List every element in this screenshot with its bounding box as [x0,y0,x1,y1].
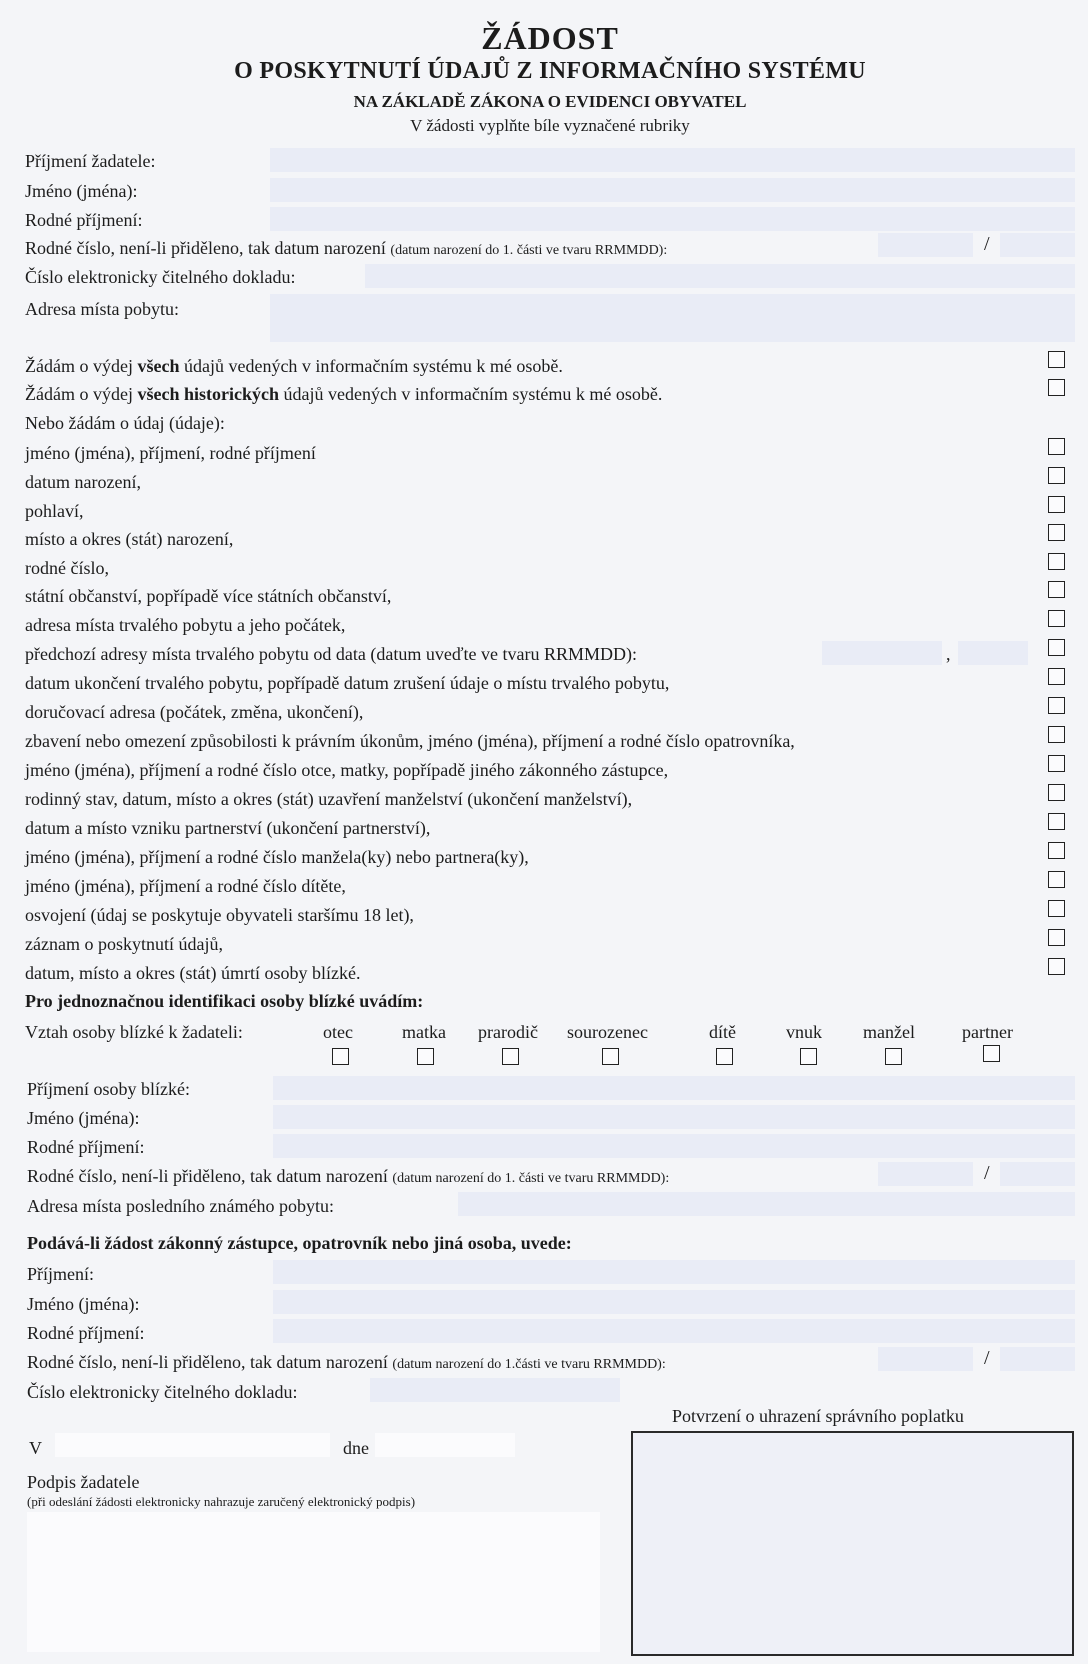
request-item-label: jméno (jména), příjmení a rodné číslo manžela(ky) nebo partnera(ky), [25,847,529,867]
request-historic-suffix: údajů vedených v informačním systému k mé osobě. [283,384,663,404]
request-item-checkbox[interactable] [1048,467,1065,484]
relative-name-field[interactable] [273,1105,1075,1129]
relation-option-checkbox[interactable] [417,1048,434,1065]
applicant-doc-label: Číslo elektronicky čitelného dokladu: [25,267,296,287]
request-all-checkbox[interactable] [1048,351,1065,368]
request-item-label: jméno (jména), příjmení a rodné číslo dítěte, [25,876,346,896]
request-item-checkbox[interactable] [1048,553,1065,570]
date-label: dne [343,1438,369,1458]
relation-option-checkbox[interactable] [602,1048,619,1065]
applicant-doc-field[interactable] [365,264,1075,288]
applicant-surname-field[interactable] [270,148,1075,172]
fee-stamp-box[interactable] [631,1431,1074,1656]
request-item-label: zbavení nebo omezení způsobilosti k právním úkonům, jméno (jména), příjmení a rodné číslo opatrovníka, [25,731,795,751]
relation-option-label: dítě [709,1022,736,1042]
relative-birth-number-label [27,1165,669,1190]
applicant-birth-surname-field[interactable] [270,207,1075,231]
relation-option-label: vnuk [786,1022,822,1042]
relative-surname-label: Příjmení osoby blízké: [27,1079,190,1099]
representative-birth-number-note: (datum narození do 1.části ve tvaru RRMMDD): [392,1357,666,1372]
relation-option-checkbox[interactable] [885,1048,902,1065]
representative-surname-field[interactable] [273,1260,1075,1284]
request-item-checkbox[interactable] [1048,929,1065,946]
relation-option-checkbox[interactable] [502,1048,519,1065]
applicant-birth-surname-label: Rodné příjmení: [25,210,143,230]
relation-label: Vztah osoby blízké k žadateli: [25,1022,243,1042]
form-subtitle: O POSKYTNUTÍ ÚDAJŮ Z INFORMAČNÍHO SYSTÉMU [234,58,866,84]
place-label: V [29,1438,42,1458]
relative-birth-number-note: (datum narození do 1. části ve tvaru RRMMDD): [392,1171,670,1186]
relation-option-label: matka [402,1022,446,1042]
relation-option-checkbox[interactable] [716,1048,733,1065]
representative-doc-field[interactable] [370,1378,620,1402]
form-title: ŽÁDOST [481,20,619,56]
request-historic-bold: všech historických [137,384,279,404]
request-item-checkbox[interactable] [1048,842,1065,859]
request-item-checkbox[interactable] [1048,496,1065,513]
relation-option-label: prarodič [478,1022,538,1042]
request-item-label: jméno (jména), příjmení a rodné číslo otce, matky, popřípadě jiného zákonného zástupce, [25,760,669,780]
representative-birth-number-part1[interactable] [878,1347,973,1371]
relation-option-label: partner [962,1022,1013,1042]
request-item-checkbox[interactable] [1048,900,1065,917]
representative-name-label: Jméno (jména): [27,1294,140,1314]
applicant-address-label: Adresa místa pobytu: [25,299,179,319]
request-all-label [25,355,563,377]
request-item-checkbox[interactable] [1048,438,1065,455]
request-item-label: pohlaví, [25,501,84,521]
request-item-label: doručovací adresa (počátek, změna, ukončení), [25,702,364,722]
applicant-surname-label: Příjmení žadatele: [25,151,156,171]
relation-option-checkbox[interactable] [800,1048,817,1065]
request-item-label: záznam o poskytnutí údajů, [25,934,223,954]
previous-address-date-field[interactable] [822,641,942,665]
request-item-label: předchozí adresy místa trvalého pobytu od data (datum uveďte ve tvaru RRMMDD): [25,644,637,664]
representative-doc-label: Číslo elektronicky čitelného dokladu: [27,1382,298,1402]
representative-birth-surname-field[interactable] [273,1319,1075,1343]
request-item-checkbox[interactable] [1048,524,1065,541]
form-law-reference: NA ZÁKLADĚ ZÁKONA O EVIDENCI OBYVATEL [353,92,747,111]
place-field[interactable] [55,1433,330,1457]
relation-option-checkbox[interactable] [332,1048,349,1065]
request-item-label: státní občanství, popřípadě více státních občanství, [25,586,392,606]
applicant-birth-number-slash: / [984,233,990,255]
request-item-checkbox[interactable] [1048,958,1065,975]
request-item-checkbox[interactable] [1048,639,1065,656]
request-item-label: rodinný stav, datum, místo a okres (stát) uzavření manželství (ukončení manželství), [25,789,633,809]
request-item-label: datum ukončení trvalého pobytu, popřípadě datum zrušení údaje o místu trvalého pobytu, [25,673,670,693]
applicant-birth-number-label [25,237,667,262]
date-field[interactable] [375,1433,515,1457]
request-item-checkbox[interactable] [1048,610,1065,627]
relative-birth-number-slash: / [984,1162,990,1184]
form-instruction: V žádosti vyplňte bíle vyznačené rubriky [410,116,690,135]
request-all-prefix: Žádám o výdej [25,356,133,376]
signature-field[interactable] [27,1512,600,1652]
relative-birth-number-part1[interactable] [878,1162,973,1186]
representative-birth-number-slash: / [984,1347,990,1369]
applicant-birth-number-text: Rodné číslo, není-li přiděleno, tak datum narození [25,238,386,258]
request-item-label: adresa místa trvalého pobytu a jeho počátek, [25,615,346,635]
representative-birth-number-label [27,1351,666,1376]
previous-address-date-field-2[interactable] [958,641,1028,665]
relation-option-label: otec [323,1022,353,1042]
request-item-label: osvojení (údaj se poskytuje obyvateli staršímu 18 let), [25,905,414,925]
signature-label: Podpis žadatele [27,1472,140,1492]
request-all-bold: všech [137,356,180,376]
applicant-birth-number-part2[interactable] [1000,233,1075,257]
relative-birth-number-text: Rodné číslo, není-li přiděleno, tak datum narození [27,1166,388,1186]
request-item-label: datum narození, [25,472,141,492]
relative-last-address-field[interactable] [458,1192,1075,1216]
relative-name-label: Jméno (jména): [27,1108,140,1128]
relative-surname-field[interactable] [273,1076,1075,1100]
request-item-checkbox[interactable] [1048,581,1065,598]
request-item-checkbox[interactable] [1048,871,1065,888]
relative-heading: Pro jednoznačnou identifikaci osoby blízké uvádím: [25,991,424,1011]
applicant-address-field[interactable] [270,294,1075,342]
request-item-label: datum a místo vzniku partnerství (ukončení partnerství), [25,818,431,838]
relative-last-address-label: Adresa místa posledního známého pobytu: [27,1196,334,1216]
representative-birth-number-text: Rodné číslo, není-li přiděleno, tak datum narození [27,1352,388,1372]
request-item-label: rodné číslo, [25,558,109,578]
relative-birth-number-part2[interactable] [1000,1162,1075,1186]
representative-birth-surname-label: Rodné příjmení: [27,1323,145,1343]
request-historic-checkbox[interactable] [1048,379,1065,396]
signature-note: (při odeslání žádosti elektronicky nahrazuje zaručený elektronický podpis) [27,1494,416,1509]
request-historic-prefix: Žádám o výdej [25,384,133,404]
request-item-checkbox[interactable] [1048,784,1065,801]
request-item-checkbox[interactable] [1048,726,1065,743]
request-item-label: jméno (jména), příjmení, rodné příjmení [25,443,316,463]
relation-option-label: manžel [863,1022,915,1042]
request-historic-label [25,383,662,405]
applicant-name-field[interactable] [270,178,1075,202]
representative-name-field[interactable] [273,1290,1075,1314]
applicant-name-label: Jméno (jména): [25,181,138,201]
applicant-birth-number-part1[interactable] [878,233,973,257]
fee-confirmation-label: Potvrzení o uhrazení správního poplatku [672,1406,964,1426]
relative-birth-surname-field[interactable] [273,1134,1075,1158]
request-item-checkbox[interactable] [1048,755,1065,772]
request-item-label: místo a okres (stát) narození, [25,529,234,549]
representative-birth-number-part2[interactable] [1000,1347,1075,1371]
request-item-checkbox[interactable] [1048,668,1065,685]
request-item-checkbox[interactable] [1048,697,1065,714]
request-or-label: Nebo žádám o údaj (údaje): [25,413,225,433]
relation-option-label: sourozenec [567,1022,648,1042]
request-item-label: datum, místo a okres (stát) úmrtí osoby blízké. [25,963,361,983]
relative-birth-surname-label: Rodné příjmení: [27,1137,145,1157]
relation-option-checkbox[interactable] [983,1045,1000,1062]
representative-surname-label: Příjmení: [27,1264,94,1284]
request-item-checkbox[interactable] [1048,813,1065,830]
request-all-suffix: údajů vedených v informačním systému k mé osobě. [183,356,563,376]
applicant-birth-number-note: (datum narození do 1. části ve tvaru RRMMDD): [390,243,668,258]
previous-address-comma: , [946,644,951,664]
representative-heading: Podává-li žádost zákonný zástupce, opatrovník nebo jiná osoba, uvede: [27,1233,572,1253]
